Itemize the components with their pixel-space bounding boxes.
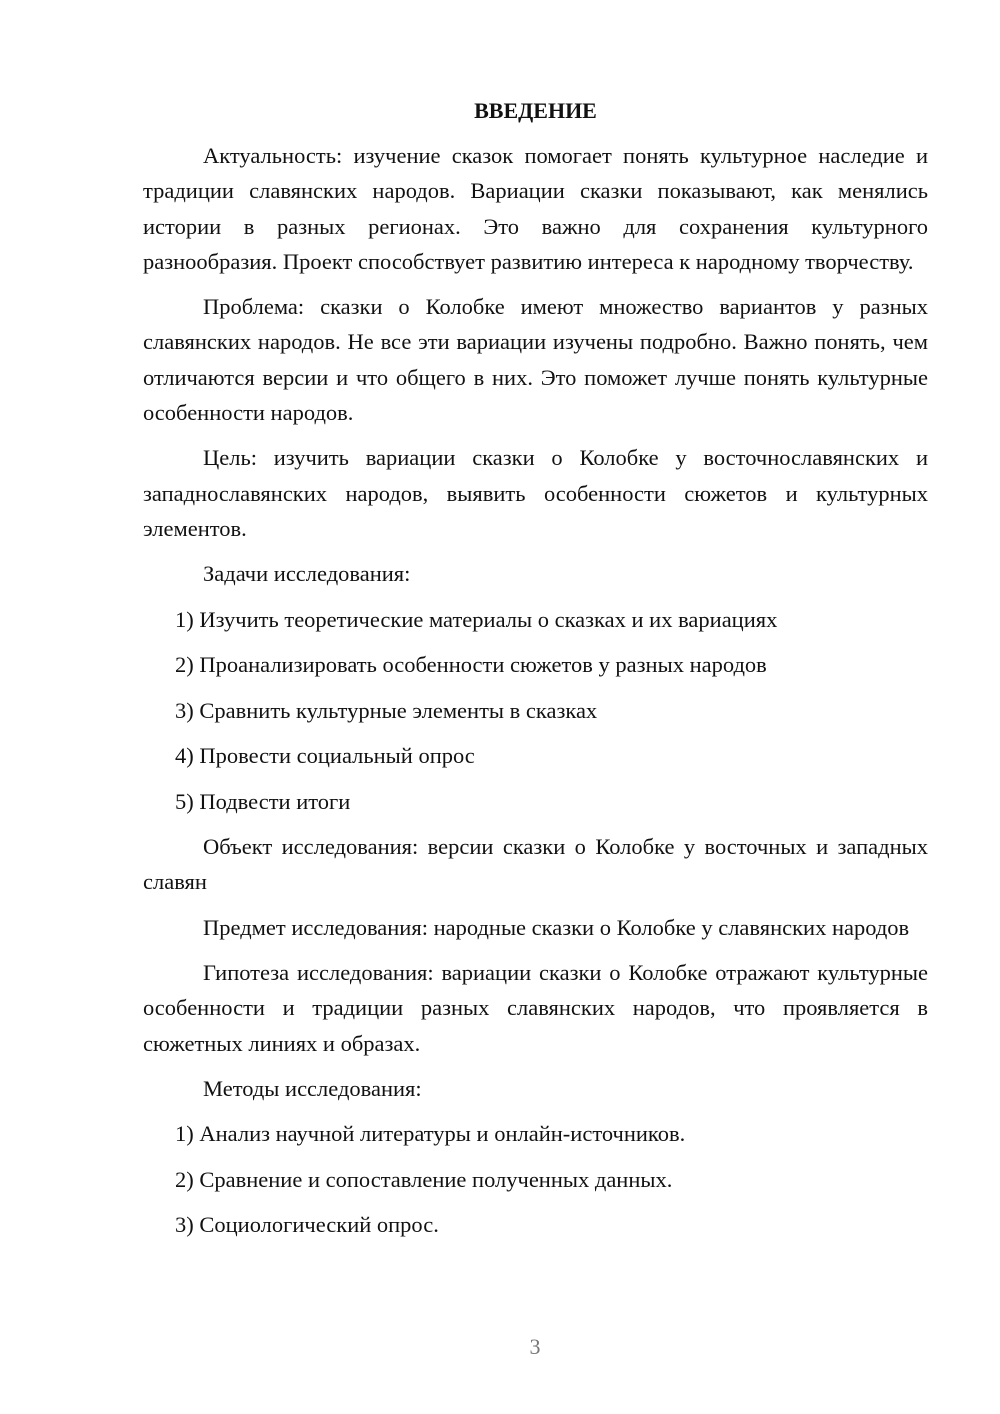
tasks-heading: Задачи исследования: <box>203 561 411 587</box>
list-item: 3) Социологический опрос. <box>175 1212 439 1238</box>
object-paragraph: Объект исследования: версии сказки о Колобке у восточных и западных славян <box>143 834 928 895</box>
subject-paragraph: Предмет исследования: народные сказки о Колобке у славянских народов <box>203 914 910 940</box>
page-number: 3 <box>529 1334 541 1359</box>
goal-paragraph: Цель: изучить вариации сказки о Колобке у восточнославянских и западнославянских народов, выявить особенности сюжетов и культурных элементов. <box>143 445 928 541</box>
list-item: 2) Сравнение и сопоставление полученных данных. <box>175 1166 673 1192</box>
document-page <box>143 96 928 1253</box>
list-item: 1) Изучить теоретические материалы о сказках и их вариациях <box>175 606 778 632</box>
problem-paragraph: Проблема: сказки о Колобке имеют множество вариантов у разных славянских народов. Не все эти вариации изучены подробно. Важно понять, чем отличаются версии и что общего в них. Это поможет лучше понять культурные особенности народов. <box>143 294 928 426</box>
relevance-paragraph: Актуальность: изучение сказок помогает понять культурное наследие и традиции славянских народов. Вариации сказки показывают, как менялись истории в разных регионах. Это важно для сохранения культурного разнообразия. Проект способствует развитию интереса к народному творчеству. <box>143 143 928 274</box>
list-item: 1) Анализ научной литературы и онлайн-источников. <box>175 1121 686 1147</box>
methods-heading: Методы исследования: <box>203 1075 422 1101</box>
methods-list <box>143 1116 928 1242</box>
list-item: 2) Проанализировать особенности сюжетов у разных народов <box>175 652 767 678</box>
list-item: 5) Подвести итоги <box>175 788 351 814</box>
list-item: 3) Сравнить культурные элементы в сказках <box>175 697 598 723</box>
list-item: 4) Провести социальный опрос <box>175 743 475 769</box>
tasks-list <box>143 602 928 819</box>
hypothesis-paragraph: Гипотеза исследования: вариации сказки о Колобке отражают культурные особенности и традиции разных славянских народов, что проявляется в сюжетных линиях и образах. <box>143 959 928 1056</box>
section-title: ВВЕДЕНИЕ <box>474 98 597 123</box>
